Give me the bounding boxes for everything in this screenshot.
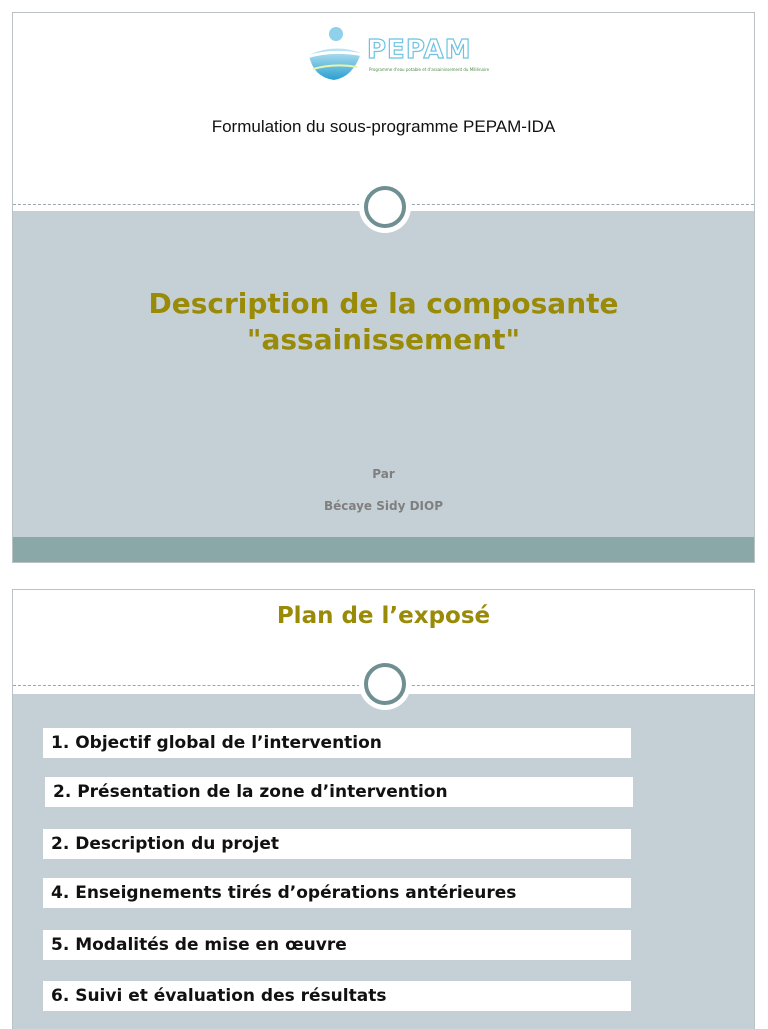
ring-ornament-icon (364, 186, 406, 228)
outline-item: 6. Suivi et évaluation des résultats (43, 981, 631, 1011)
author-name: Bécaye Sidy DIOP (323, 499, 444, 513)
pepam-logo (303, 25, 503, 85)
outline-item: 2. Description du projet (43, 829, 631, 859)
outline-item: 5. Modalités de mise en œuvre (43, 930, 631, 960)
outline-item: 4. Enseignements tirés d’opérations antérieures (43, 878, 631, 908)
title-slide (12, 12, 755, 563)
outline-slide (12, 589, 755, 1029)
title-line-1: Description de la composante (148, 287, 619, 320)
content-band (13, 211, 754, 537)
title-line-2: "assainissement" (246, 323, 521, 356)
outline-item: 2. Présentation de la zone d’intervention (45, 777, 633, 807)
logo-wordmark: PEPAM (367, 35, 472, 65)
ring-ornament-icon (364, 663, 406, 705)
slide-title (33, 286, 734, 358)
footer-band (13, 537, 754, 563)
outline-item: 1. Objectif global de l’intervention (43, 728, 631, 758)
outline-title: Plan de l’exposé (276, 603, 491, 629)
water-drop-icon (303, 25, 365, 83)
logo-tagline: Programme d'eau potable et d'assainissement du Millénaire (369, 67, 490, 72)
by-label: Par (372, 467, 395, 481)
program-subtitle: Formulation du sous-programme PEPAM-IDA (211, 117, 556, 136)
